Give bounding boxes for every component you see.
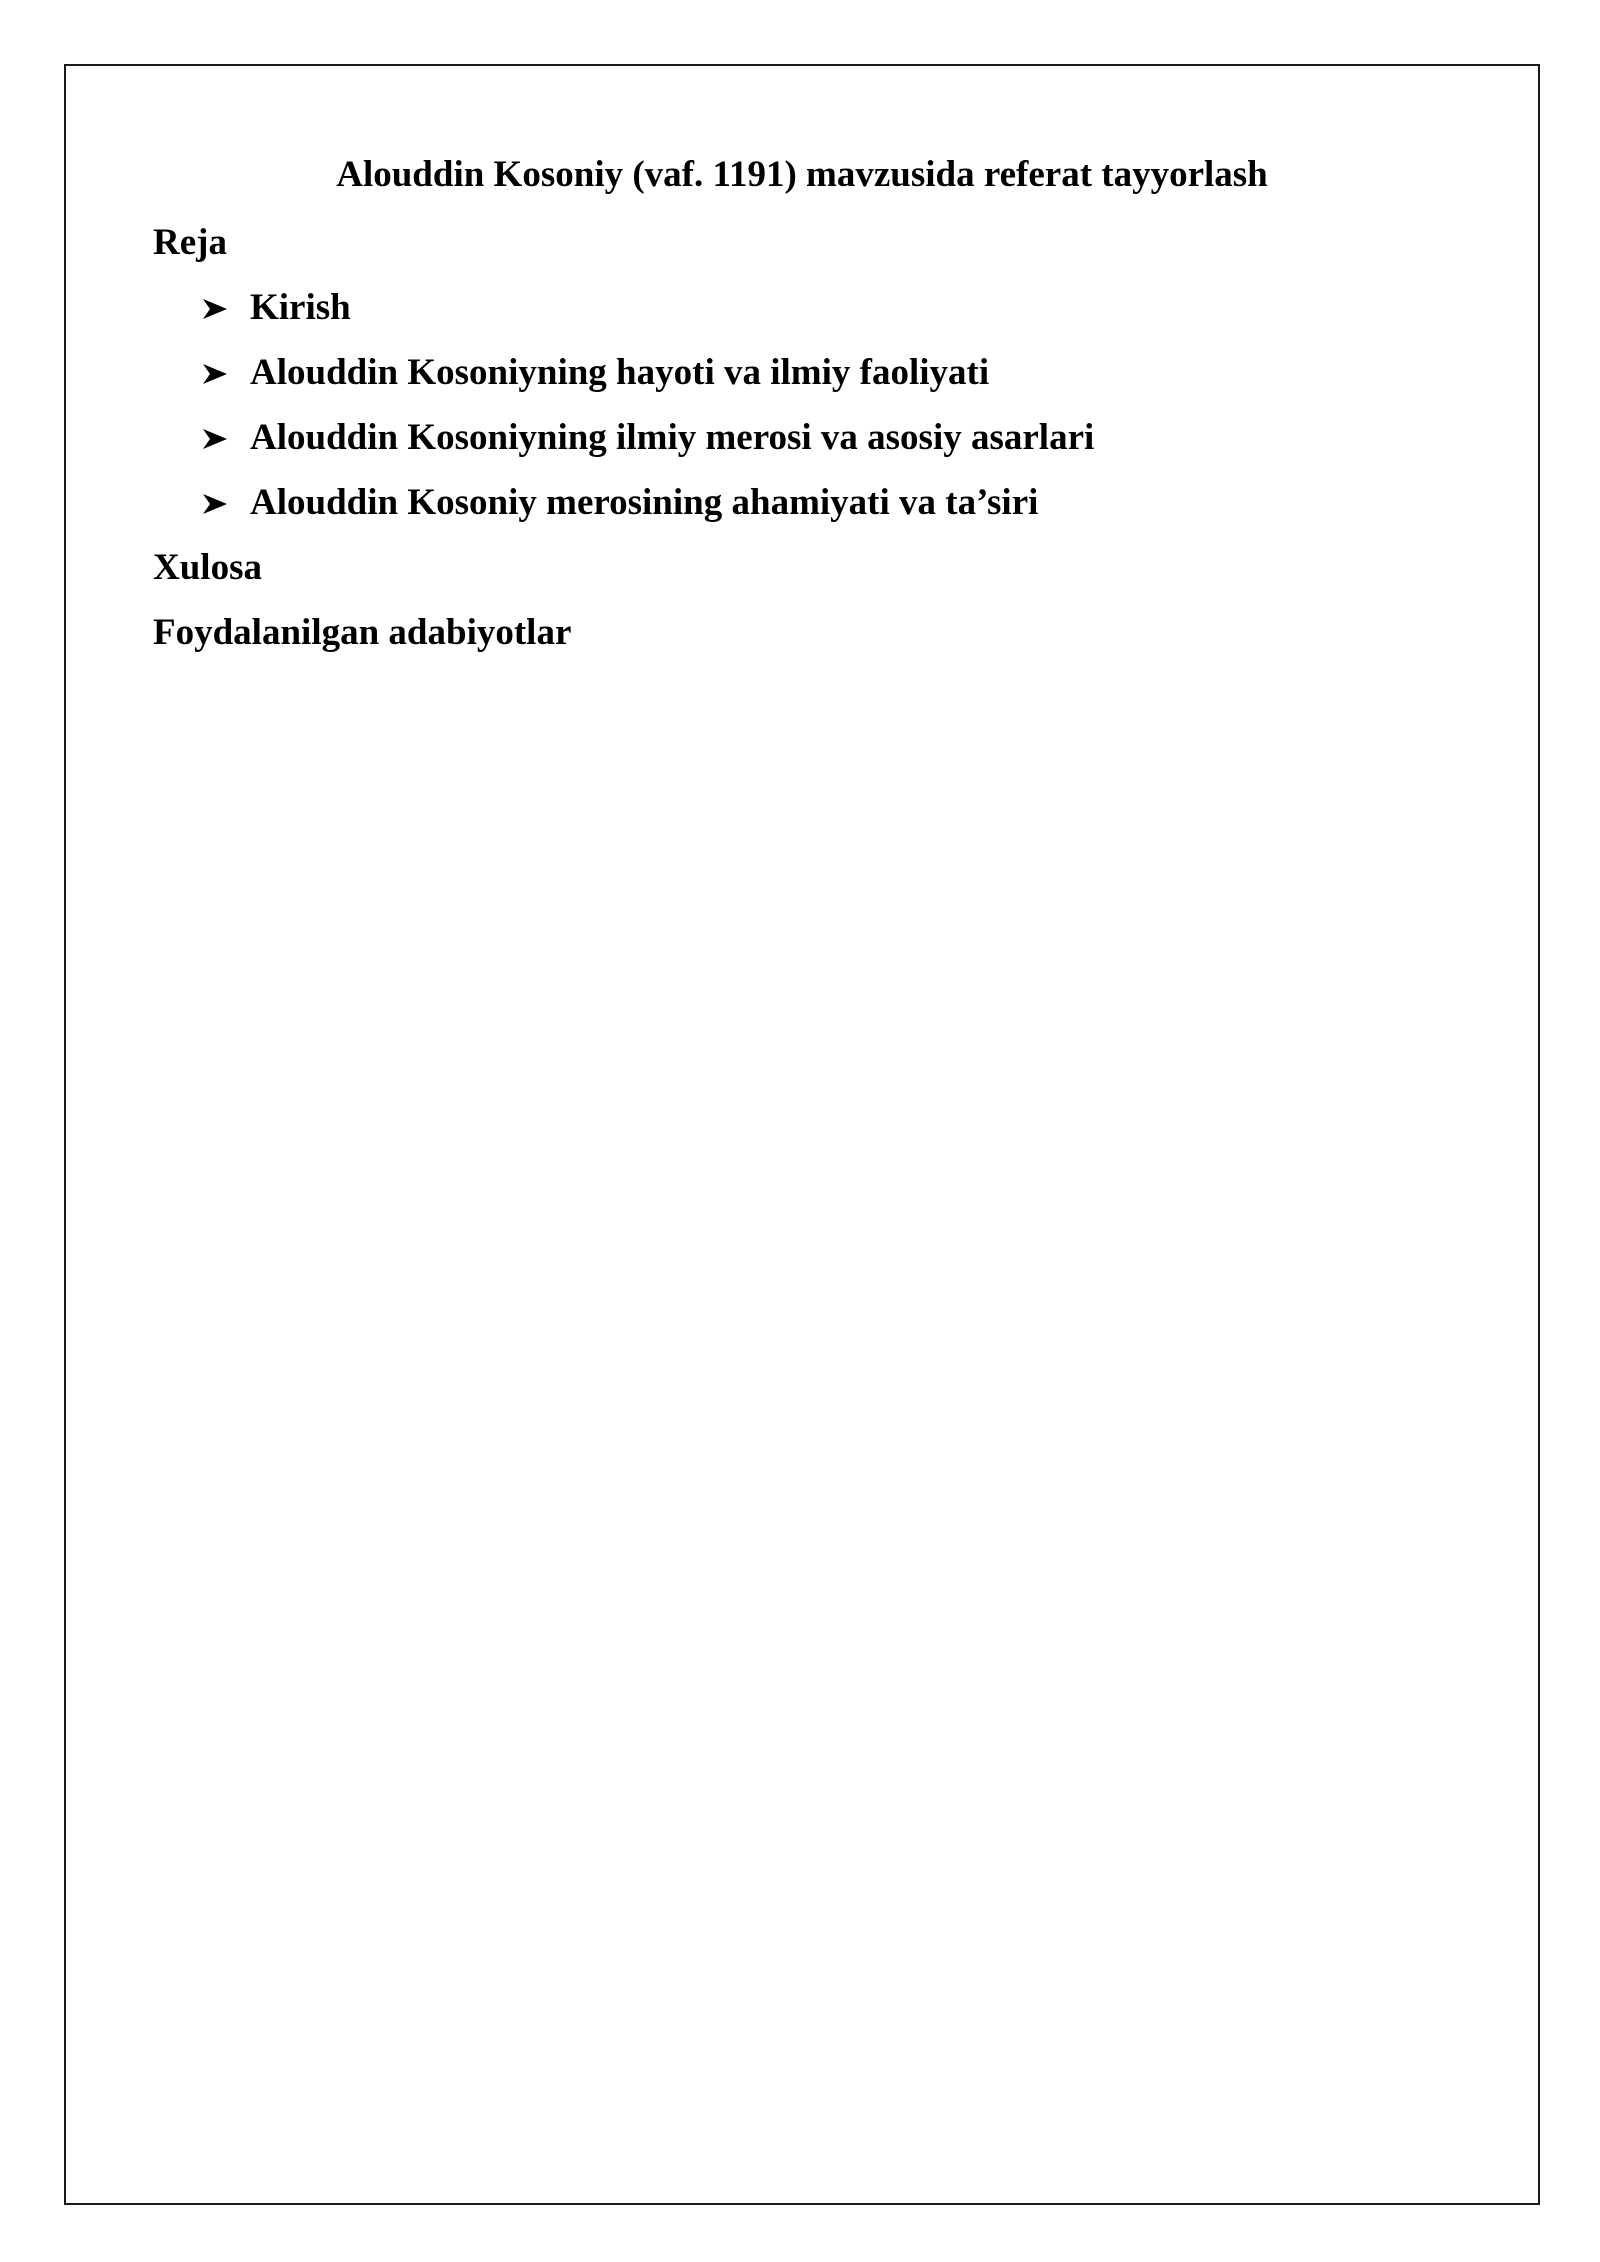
plan-heading: Reja xyxy=(153,222,227,263)
plan-item xyxy=(202,411,1094,465)
arrowhead-bullet-icon xyxy=(202,476,250,530)
plan-item-label: Kirish xyxy=(250,287,351,328)
plan-item-label: Alouddin Kosoniy merosining ahamiyati va ta’siri xyxy=(250,482,1039,523)
plan-item xyxy=(202,476,1038,530)
document-title: Alouddin Kosoniy (vaf. 1191) mavzusida referat tayyorlash xyxy=(336,154,1268,195)
references-heading: Foydalanilgan adabiyotlar xyxy=(153,612,572,653)
plan-item xyxy=(202,346,989,400)
plan-item-label: Alouddin Kosoniyning ilmiy merosi va asosiy asarlari xyxy=(250,417,1095,458)
plan-item xyxy=(202,281,351,335)
arrowhead-bullet-icon xyxy=(202,411,250,465)
plan-item-label: Alouddin Kosoniyning hayoti va ilmiy faoliyati xyxy=(250,352,990,393)
arrowhead-bullet-icon xyxy=(202,346,250,400)
conclusion-heading: Xulosa xyxy=(153,547,262,588)
arrowhead-bullet-icon xyxy=(202,281,250,335)
